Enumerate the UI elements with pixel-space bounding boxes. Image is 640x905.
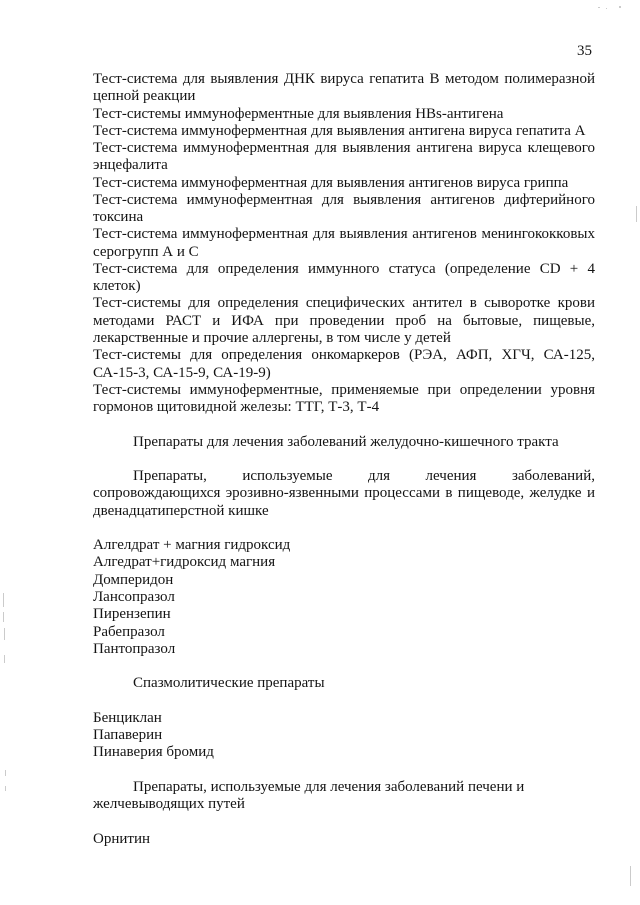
- drug-list-gi: [93, 537, 595, 658]
- test-system-line: клеток): [93, 278, 141, 295]
- test-system-line: Тест-системы для определения онкомаркеров (РЭА, АФП, ХГЧ, СА-125,: [93, 347, 595, 364]
- scan-artifact: [636, 206, 637, 222]
- test-system-line: методами РАСТ и ИФА при проведении проб на бытовые, пищевые,: [93, 312, 595, 329]
- test-system-line: СА-15-3, СА-15-9, СА-19-9): [93, 364, 271, 381]
- test-system-line: гормонов щитовидной железы: ТТГ, Т-3, Т-4: [93, 399, 380, 416]
- section-heading-antispasmodic: Спазмолитические препараты: [133, 675, 325, 692]
- test-system-line: Тест-система иммуноферментная для выявления антигенов менингококковых: [93, 226, 595, 243]
- scan-artifact: [4, 655, 5, 663]
- test-system-item: [93, 192, 595, 227]
- blank-line: [93, 813, 595, 830]
- blank-line: [93, 416, 595, 433]
- drug-list-liver: [93, 831, 595, 848]
- test-system-line: Тест-система иммуноферментная для выявления антигенов вируса гриппа: [93, 174, 569, 191]
- subheading-line: двенадцатиперстной кишке: [93, 502, 269, 519]
- subheading-line: Препараты, используемые для лечения заболеваний,: [133, 468, 595, 485]
- drug-name: Пирензепин: [93, 606, 171, 623]
- test-system-line: Тест-система для определения иммунного статуса (определение CD + 4: [93, 260, 595, 277]
- test-system-line: Тест-системы иммуноферментные, применяемые при определении уровня: [93, 381, 595, 398]
- drug-name: Рабепразол: [93, 623, 165, 640]
- test-system-item: [93, 261, 595, 296]
- drug-name: Лансопразол: [93, 588, 175, 605]
- scan-artifact: [619, 6, 621, 8]
- blank-line: [93, 520, 595, 537]
- scan-artifact: [598, 7, 600, 8]
- test-system-line: энцефалита: [93, 157, 168, 174]
- test-system-item: [93, 123, 595, 140]
- section-heading-gi: Препараты для лечения заболеваний желудочно-кишечного тракта: [133, 433, 559, 450]
- heading-line: желчевыводящих путей: [93, 796, 245, 813]
- test-system-item: [93, 382, 595, 417]
- drug-name: Домперидон: [93, 571, 174, 588]
- drug-list-antispasmodic: [93, 710, 595, 762]
- test-system-item: [93, 140, 595, 175]
- test-system-item: [93, 347, 595, 382]
- test-system-line: Тест-системы для определения специфических антител в сыворотке крови: [93, 295, 595, 312]
- section-heading-liver: [93, 779, 595, 814]
- subheading-line: сопровождающихся эрозивно-язвенными процессами в пищеводе, желудке и: [93, 485, 595, 502]
- document-body: [93, 71, 595, 848]
- test-system-item: [93, 175, 595, 192]
- test-system-item: [93, 106, 595, 123]
- section-subheading-gi: [93, 468, 595, 520]
- test-system-line: цепной реакции: [93, 88, 196, 105]
- test-system-line: серогрупп А и С: [93, 243, 199, 260]
- scan-artifact: [3, 593, 4, 607]
- drug-name: Папаверин: [93, 727, 163, 744]
- test-systems-list: [93, 71, 595, 416]
- test-system-item: [93, 226, 595, 261]
- test-system-line: токсина: [93, 209, 144, 226]
- blank-line: [93, 451, 595, 468]
- scan-artifact: [4, 628, 5, 640]
- test-system-line: Тест-система иммуноферментная для выявления антигена вируса гепатита А: [93, 122, 586, 139]
- blank-line: [93, 762, 595, 779]
- test-system-item: [93, 71, 595, 106]
- drug-name: Орнитин: [93, 830, 150, 847]
- test-system-line: Тест-система иммуноферментная для выявления антигенов дифтерийного: [93, 191, 595, 208]
- blank-line: [93, 693, 595, 710]
- scan-artifact: [3, 612, 4, 622]
- blank-line: [93, 658, 595, 675]
- drug-name: Алгедрат+гидроксид магния: [93, 554, 276, 571]
- heading-line: Препараты, используемые для лечения заболеваний печени и: [133, 778, 525, 795]
- test-system-line: Тест-система для выявления ДНК вируса гепатита В методом полимеразной: [93, 71, 595, 87]
- drug-name: Бенциклан: [93, 709, 162, 726]
- test-system-line: Тест-системы иммуноферментные для выявления HBs-антигена: [93, 105, 504, 122]
- page-number: 35: [577, 43, 592, 59]
- scan-artifact: [606, 8, 607, 9]
- drug-name: Пантопразол: [93, 640, 176, 657]
- test-system-item: [93, 295, 595, 347]
- scan-artifact: [5, 770, 6, 776]
- test-system-line: Тест-система иммуноферментная для выявления антигена вируса клещевого: [93, 140, 595, 157]
- drug-name: Алгелдрат + магния гидроксид: [93, 537, 291, 554]
- scan-artifact: [630, 866, 631, 886]
- test-system-line: лекарственные и прочие аллергены, в том числе у детей: [93, 329, 451, 346]
- scan-artifact: [5, 786, 6, 791]
- drug-name: Пинаверия бромид: [93, 744, 214, 761]
